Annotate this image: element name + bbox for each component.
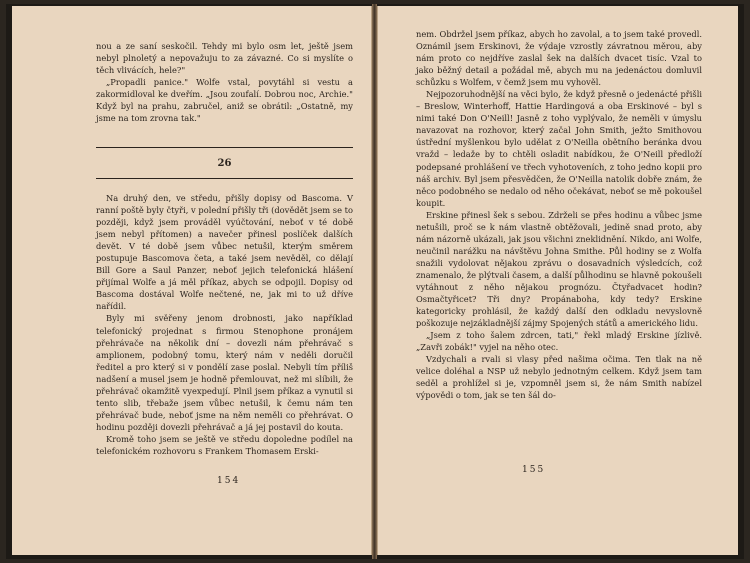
book-spread (6, 4, 744, 559)
chapter-number: 26 (217, 158, 232, 169)
paragraph: „Propadli panice." Wolfe vstal, povytáhl si vestu a zakormidloval ke dveřím. „Jsou zoufalí. Dobrou noc, Archie." Když byl na prahu, zabručel, aniž se obrátil: „Ostatně, my jsme na tom zrovna tak." (96, 77, 353, 124)
paragraph: Nejpozoruhodnější na věci bylo, že když přesně o jedenácté přišli – Breslow, Winterhoff, Hattie Hardingová a oba Erskinové – byl s nimi také Don O'Neill! Jasně z toho vyplývalo, že neměli v úmyslu navazovat na rozhovor, který začal John Smith, ježto Smithovou ústřední myšlenkou bylo udělat z O'Neilla obětního beránka dvou vražd – ledaže by to chtěli osladit nabídkou, že O'Neill předloží podepsané prohlášení ve třech vyhotoveních, z toho jedno kopii pro náš archiv. Byl jsem přesvědčen, že O'Neilla natolik dobře znám, že něco podobného se nedalo od něho očekávat, neboť se mě pokoušel koupit. (416, 89, 702, 208)
paragraph: Erskine přinesl šek s sebou. Zdrželi se přes hodinu a vůbec jsme netušili, proč se k nám vlastně obtěžovali, jedině snad proto, aby nám názorně ukázali, jak jsou všichni zneklidnění. Nikdo, ani Wolfe, neučinil narážku na návštěvu Johna Smithe. Půl hodiny se z Wolfa snažili vydolovat nějakou zprávu o dosavadních výsledcích, což znamenalo, že plýtvali časem, a další půlhodinu se hlavně pokoušeli vytáhnout z něho nějakou prognózu. Čtyřadvacet hodin? Osmačtyřicet? Tři dny? Propánaboha, kdy tedy? Erskine kategoricky prohlásil, že každý další den odkladu nevyslovně poškozuje nejzákladnější zájmy Spojených států a amerického lidu. (416, 209, 702, 329)
left-page-body-text (96, 192, 353, 457)
paragraph: Na druhý den, ve středu, přišly dopisy od Bascoma. V ranní poště byly čtyři, v polední přišly tři (dovědět jsem se to později, když jsem prováděl vyúčtování, neboť v té době jsem nebyl přítomen) a navečer přinesl poslíček dalších devět. V té době jsem vůbec netušil, kterým směrem postupuje Bascomova četa, a také jsem nevěděl, co dělají Bill Gore a Saul Panzer, neboť jejich telefonická hlášení přijímal Wolfe a já měl příkaz, abych se odpojil. Dopisy od Bascoma dostával Wolfe nečtené, ne, jak mi to už dříve nařídil. (96, 193, 353, 312)
paragraph: Kromě toho jsem se ještě ve středu dopoledne podílel na telefonickém rozhovoru s Frankem Thomasem Erski- (96, 433, 353, 456)
right-page-text (416, 28, 702, 401)
page-number: 155 (522, 465, 546, 475)
paragraph: „Jsem z toho šalem zdrcen, tati," řekl mladý Erskine jízlivě. „Zavři zobák!" vyjel na něho otec. (416, 330, 702, 353)
chapter-rule-bottom (96, 178, 353, 179)
paragraph: Vzdychali a rvali si vlasy před našima očima. Ten tlak na ně velice doléhal a NSP už nebylo jednotným celkem. Když jsem tam seděl a prohlížel si je, vzpomněl jsem si, že nám Smith nabízel výpovědi o tom, jak se ten šál do- (416, 354, 702, 401)
left-page (12, 6, 372, 555)
paragraph: nou a ze saní seskočil. Tehdy mi bylo osm let, ještě jsem nebyl plnoletý a nepovažuju to za závazné. Co si myslíte o těch vlivácích, hele?" (96, 41, 353, 76)
left-page-top-text (96, 40, 353, 124)
right-page (377, 6, 738, 555)
paragraph: nem. Obdržel jsem příkaz, abych ho zavolal, a to jsem také provedl. Oznámil jsem Erskinovi, že výdaje vzrostly závratnou měrou, aby nám proto co nejdříve zaslal šek na dalších dvacet tisíc. Vzal to jako běžný detail a požádal mě, abych mu na jedenáctou domluvil schůzku s Wolfem, v čemž jsem mu vyhověl. (416, 29, 702, 88)
page-number: 154 (217, 476, 241, 486)
chapter-rule-top (96, 147, 353, 148)
paragraph: Byly mi svěřeny jenom drobnosti, jako například telefonický projednat s firmou Stenophone pronájem přehrávače na několik dní – dovezli nám přehrávač s amplionem, podobný tomu, který nám v neděli doručil ředitel a pro který si v pondělí zase poslal. Nebyli tím příliš nadšení a musel jsem je hodně přemlouvat, než mi slíbili, že přehrávač okamžitě vyexpedují. Plnil jsem příkaz a vynutil si tento slib, třebaže jsem vůbec netušil, k čemu nám ten přehrávač bude, neboť jsme na něm neměli co přehrávat. O hodinu později dovezli přehrávač a já jej postavil do kouta. (96, 313, 353, 432)
